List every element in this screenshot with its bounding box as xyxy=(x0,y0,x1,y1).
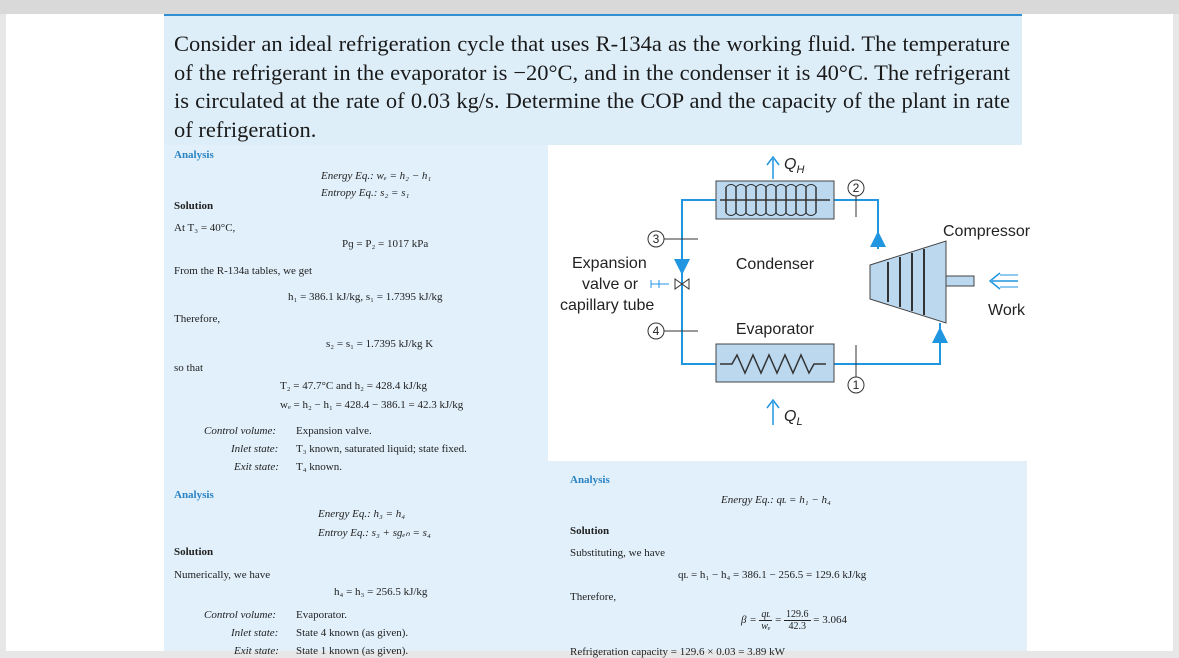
exit-state-label-2: Exit state: xyxy=(234,645,279,657)
entropy-eq-1: Entropy Eq.: s₂ = s₁ xyxy=(321,187,410,199)
s2-equation: s₂ = s₁ = 1.7395 kJ/kg K xyxy=(326,338,434,350)
substituting-line: Substituting, we have xyxy=(570,547,666,559)
ql-label: $Q_L$ xyxy=(784,408,803,428)
evaporator-label: Evaporator xyxy=(735,321,815,338)
problem-statement-box xyxy=(164,14,1022,147)
expansion-label-line2: valve or xyxy=(582,276,639,293)
expansion-label-line3: capillary tube xyxy=(560,297,655,314)
energy-eq-3: Energy Eq.: qʟ = h₁ − h₄ xyxy=(721,494,831,506)
energy-eq-1: Energy Eq.: wₑ = h₂ − h₁ xyxy=(321,170,432,182)
numerically-line: Numerically, we have xyxy=(174,569,271,581)
h4-equation: h₄ = h₃ = 256.5 kJ/kg xyxy=(334,586,428,598)
at-t3-line: At T₃ = 40°C, xyxy=(174,222,236,234)
document-page xyxy=(6,14,1173,658)
qh-arrow-icon xyxy=(767,157,779,179)
exit-state-value-2: State 1 known (as given). xyxy=(296,645,409,657)
from-tables-line: From the R-134a tables, we get xyxy=(174,265,313,277)
state-1-label: 1 xyxy=(852,378,860,392)
inlet-state-label-2: Inlet state: xyxy=(231,627,279,639)
therefore-line-1: Therefore, xyxy=(174,313,221,325)
condenser xyxy=(716,181,834,219)
cop-equation: β = $\frac{\text{qʟ}}{\text{wₑ}}$ = $\frac{129.6}{42.3}$ = 3.064 xyxy=(741,609,847,632)
compressor-label: Compressor xyxy=(943,223,1031,240)
solution-heading-1: Solution xyxy=(174,200,214,212)
analysis-heading-2: Analysis xyxy=(174,489,214,501)
condenser-label: Condenser xyxy=(735,256,815,273)
so-that-line: so that xyxy=(174,362,204,374)
refrigeration-cycle-diagram xyxy=(548,145,1031,461)
pg-equation: Pɡ = P₂ = 1017 kPa xyxy=(342,238,429,250)
inlet-state-value-2: State 4 known (as given). xyxy=(296,627,409,639)
analysis-heading-1: Analysis xyxy=(174,149,214,161)
cycle-schematic xyxy=(548,145,1031,461)
state-4-label: 4 xyxy=(652,324,660,338)
compressor xyxy=(870,241,974,323)
state-3-label: 3 xyxy=(652,232,660,246)
state-2-label: 2 xyxy=(852,181,860,195)
inlet-state-label-1: Inlet state: xyxy=(231,443,279,455)
solution-heading-2: Solution xyxy=(174,546,214,558)
expansion-label-line1: Expansion xyxy=(572,255,647,272)
right-analysis-panel xyxy=(548,461,1027,658)
ql-arrow-icon xyxy=(767,400,779,425)
evaporator xyxy=(716,344,834,382)
entropy-eq-2: Entroy Eq.: s₃ + sɡₑₙ = s₄ xyxy=(318,527,431,539)
problem-statement: Consider an ideal refrigeration cycle that uses R-134a as the working fluid. The temperature of the refrigerant in the evaporator is −20°C, and in the condenser it is 40°C. The refrigerant is circulated at the rate of 0.03 kg/s. Determine the COP and the capacity of the plant in rate of refrigeration. xyxy=(174,31,1010,142)
viewer-top-bar xyxy=(0,0,1179,14)
t2-h2-equation: T₂ = 47.7°C and h₂ = 428.4 kJ/kg xyxy=(280,380,428,392)
solution-heading-3: Solution xyxy=(570,525,610,537)
exit-state-label-1: Exit state: xyxy=(234,461,279,473)
therefore-line-2: Therefore, xyxy=(570,591,617,603)
h1-s1-equation: h₁ = 386.1 kJ/kg, s₁ = 1.7395 kJ/kg xyxy=(288,291,443,303)
inlet-state-value-1: T₃ known, saturated liquid; state fixed. xyxy=(296,443,467,455)
work-label: Work xyxy=(988,302,1026,319)
qh-label: $Q_H$ xyxy=(784,156,805,176)
capacity-line: Refrigeration capacity = 129.6 × 0.03 = 3.89 kW xyxy=(570,646,786,658)
control-volume-value-1: Expansion valve. xyxy=(296,425,372,437)
energy-eq-2: Energy Eq.: h₃ = h₄ xyxy=(318,508,406,520)
control-volume-value-2: Evaporator. xyxy=(296,609,348,621)
ql-equation: qʟ = h₁ − h₄ = 386.1 − 256.5 = 129.6 kJ/kg xyxy=(678,569,867,581)
control-volume-label-2: Control volume: xyxy=(204,609,276,621)
left-analysis-panel xyxy=(164,145,548,657)
control-volume-label-1: Control volume: xyxy=(204,425,276,437)
analysis-heading-3: Analysis xyxy=(570,474,610,486)
wc-equation: wₑ = h₂ − h₁ = 428.4 − 386.1 = 42.3 kJ/kg xyxy=(280,399,464,411)
exit-state-value-1: T₄ known. xyxy=(296,461,342,473)
